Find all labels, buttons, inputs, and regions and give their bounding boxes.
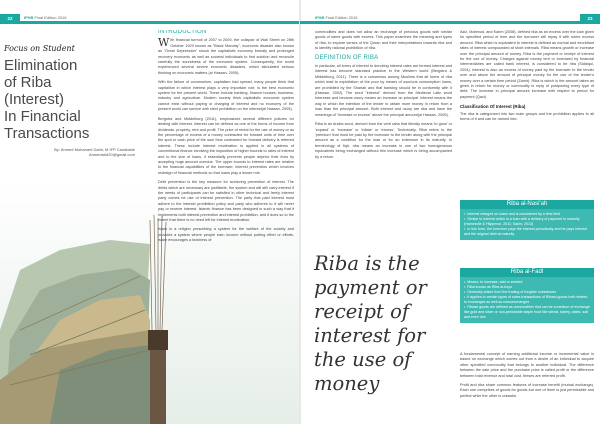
list-item: • Ribawi goods are defined as commodities that can be a medium of exchange like gold and silver or non-perishable staple food like wheat, barley, dates, salt and even rice xyxy=(464,305,590,320)
title-line: Transactions xyxy=(4,125,90,142)
edition-label: Final Edition 2016 xyxy=(33,15,67,20)
intro-paragraph: Bergstra and Middelburg (2011), emphasized several different policies for dealing with interest. Interest can be defined as one of the forms of income from dividends, property, rent and profit. The price of rental for the use of money or as the percentage of excess of a money contracted for forward units of time over the spot or cash price of the sum thus contracted for forward delivery is referred interest. These include interest moderation is applied in all systems of conventional finance involving the imposition of higher bounds to rates of interest and to the size of loans, it essentially prevents people deprive their lives by accepting huge amount overdue. The upper bounds to interest rates are relative to the financial capabilities of the borrower, interest prevention which involves redesign of financial methods so that loans play a lesser role. xyxy=(158,116,294,175)
introduction-heading: INTRODUCTION xyxy=(158,30,207,35)
right-text-column-2-bottom xyxy=(460,352,594,422)
list-item: • In this form, the borrower pays the interest periodically and he pays interest and the original debt at maturity xyxy=(464,227,590,237)
title-line: Elimination xyxy=(4,57,78,74)
riba-fadl-box xyxy=(460,268,594,323)
list-item: • Means: to increase, add or exceed xyxy=(464,280,590,285)
article-title xyxy=(4,57,134,142)
body-paragraph: In particular, all forms of interest to denoting interest rates are termed interest and interest has become standard practice in the Western world (Bergstra & Middelburg, 2011). There is a consensus among Muslims that all forms of riba which lead to exploitation of the poor by means of usurious consumption loans, are prohibited by the Shariah and that banking should be in conformity with it (Hassan, 2002). The word "interest" derived from the Medieval Latin word Interesse and became usury means an increase on principal. Interest means the way in which the intention of the lender to obtain more money in return from a loan than the principal amount. Both interest and usury are riba and have the meanings of "increase or excess" above the principal amount(al Hassan, 2005). xyxy=(315,64,452,117)
intro-paragraph xyxy=(158,38,294,76)
classification-heading: Classification Of Interest (Riba) xyxy=(460,104,526,110)
magazine-name: IFHB xyxy=(24,15,34,20)
box-list xyxy=(460,277,594,323)
title-line: (Interest) xyxy=(4,91,65,108)
list-item: • Similar to interest which is a loan with a delivery of payment in maturity (Hameedie & Hiippersn, 2011; Sakhr, 2013) xyxy=(464,217,590,227)
box-title: Riba al-Nasi'ah xyxy=(460,200,594,209)
definition-heading: DEFINITION OF RIBA xyxy=(315,54,379,61)
riba-nasiah-box xyxy=(460,200,594,240)
body-paragraph: Profit and riba share common features of increase benefit (mutual exchange). Each one comprises of goods for goods but one of them is just permissible and perfect while the other is unlawful. xyxy=(460,383,594,398)
intro-paragraph: Islam is a religion prescribing a system for the welfare of the society and provides a system where people earn income without putting effort or efforts. Islam encourages a business of xyxy=(158,227,294,243)
body-paragraph: commodities and does not allow an exchange of precious goods with similar goods of same goods with excess. This paper examines the meaning and types of riba, to explore verses of the Quran and their interpretations towards riba and to identify rational prohibition of riba. xyxy=(315,30,452,51)
list-item: • It applies to certain types of sales transactions of Ribawi goods both related to exchanges as well as crossexchanges xyxy=(464,295,590,305)
intro-paragraph: With the failure of communism, capitalism had spread, many people think that capitalism in which interest plays a very important role, is the best economic system for the present world. These include banking, finance houses, business, industry and agriculture. Modern society think capitalistic economic system cannot exist without paying or charging of interest and no economy of the present world can survive with strict prohibition on the interest(al Hassan, 2005). xyxy=(158,80,294,112)
byline xyxy=(20,147,135,157)
drop-cap: W xyxy=(158,36,170,50)
right-page xyxy=(300,0,600,424)
box-list xyxy=(460,209,594,240)
section-tag: Focus on Student xyxy=(4,44,75,53)
right-text-column-1 xyxy=(315,30,452,250)
right-text-column-2 xyxy=(460,30,594,208)
page-number-right: 23 xyxy=(580,14,600,23)
intro-paragraph-text: ith financial turmoil of 2007 to 2009, the collapse of Wall Street on 28th October 1929 known as "Black Monday", economic disaster also known as "Great Depression" shook the capitalistic economy brutally and prolonged recovery economic as well as societal individuals to find solution and reconcile carefully the soundness of the economic system. Consequently, the world experienced several severe economic disasters, which stimulated serious thinking on economic matters (al Hassan, 2005). xyxy=(158,38,294,75)
header-rule-left xyxy=(0,21,300,24)
header-rule-right xyxy=(300,21,600,24)
author-email: Ahmedahd20@gmail.com xyxy=(88,152,135,157)
body-paragraph: Riba is an Arabic word, derived from the verb raba that literally means 'to grow' or 'expand' or 'increase' or 'inflate' or 'excess'. Technically, Riba refers to the 'premium' that must be paid by the borrower to the lender along with the principal amount as a condition for the loan or for an extension in its maturity. In terminology of fiqh, riba means an increase in one of two homogeneous equivalents being exchanged without this increase which is being accompanied by a return. xyxy=(315,122,452,159)
title-line: In Financial xyxy=(4,108,81,125)
body-paragraph: Aziz, Mahmud, and Karim (2008), defined riba as an excess over the loan given for specified period of time and the borrower will repay it with some excess amount. Riba which is equivalent to interest is defined as normal and exorbitant rates of interest compounded at short intervals. Riba means growth or increase over the principal amount of money. Riba is the payment or receipt of interest for the use of money. Charges against money lent or borrowed by financial intermediaries are called bank interest, is considered to be riba (Siddiqui, 2004). Interest is also an excess of money paid by the borrower to the lender over and above the amount of principal money for the use of the lender's money over a certain time period (Zamir). Riba is which is the amount taken as given in return for money or commodity in reply of postponing every type of debt. The increase in principal amount increase with respect to period for payment (Qazi). xyxy=(460,30,594,99)
edition-label: Final Edition 2016 xyxy=(324,15,358,20)
page-number-left: 22 xyxy=(0,14,20,23)
intro-paragraph: Debt prevention is the key measure for achieving prevention of interest. The debts which are necessary are justifiable, the system and will still carry interest if the needs of participants can be satisfied in other technical and freely interest party comes be use of interest prevention. The party that paid interest must adhere to the interest prohibition policy and party who adheres to it will never pay or receive interest. Islamic finance has been designed in such a way that it implements both interest prevention and interest prohibition, and it does so to the extent that there is no need left for interest moderation. xyxy=(158,180,294,222)
list-item: • Riba known as Riba al-buyu xyxy=(464,285,590,290)
list-item: • Interest charged on loans and is considered by a time limit xyxy=(464,212,590,217)
magazine-name: IFHB xyxy=(315,15,325,20)
body-paragraph: A fundamental concept of earning additional income or incremental value is based on exchange which comes out from a desire of an individual to acquire other specified commodity that belongs to another individual. The difference between the sale price and the purchase price is called profit or the difference between total revenue and total cost, theses are referred profit. xyxy=(460,352,594,378)
list-item: • Generally arises from the trading of fungible substances xyxy=(464,290,590,295)
left-text-column xyxy=(158,30,294,420)
box-title: Riba al-Fadl xyxy=(460,268,594,277)
pull-quote: Riba is the payment or receipt of interest for the use of money xyxy=(314,252,427,395)
title-line: of Riba xyxy=(4,74,52,91)
body-paragraph: The riba is categorized into two main groups and the prohibition applies to all forms of it and can be named into: xyxy=(460,111,594,122)
author-name: By: Ahmed Mohamed Dahir, M IFP Candidate xyxy=(54,147,135,152)
